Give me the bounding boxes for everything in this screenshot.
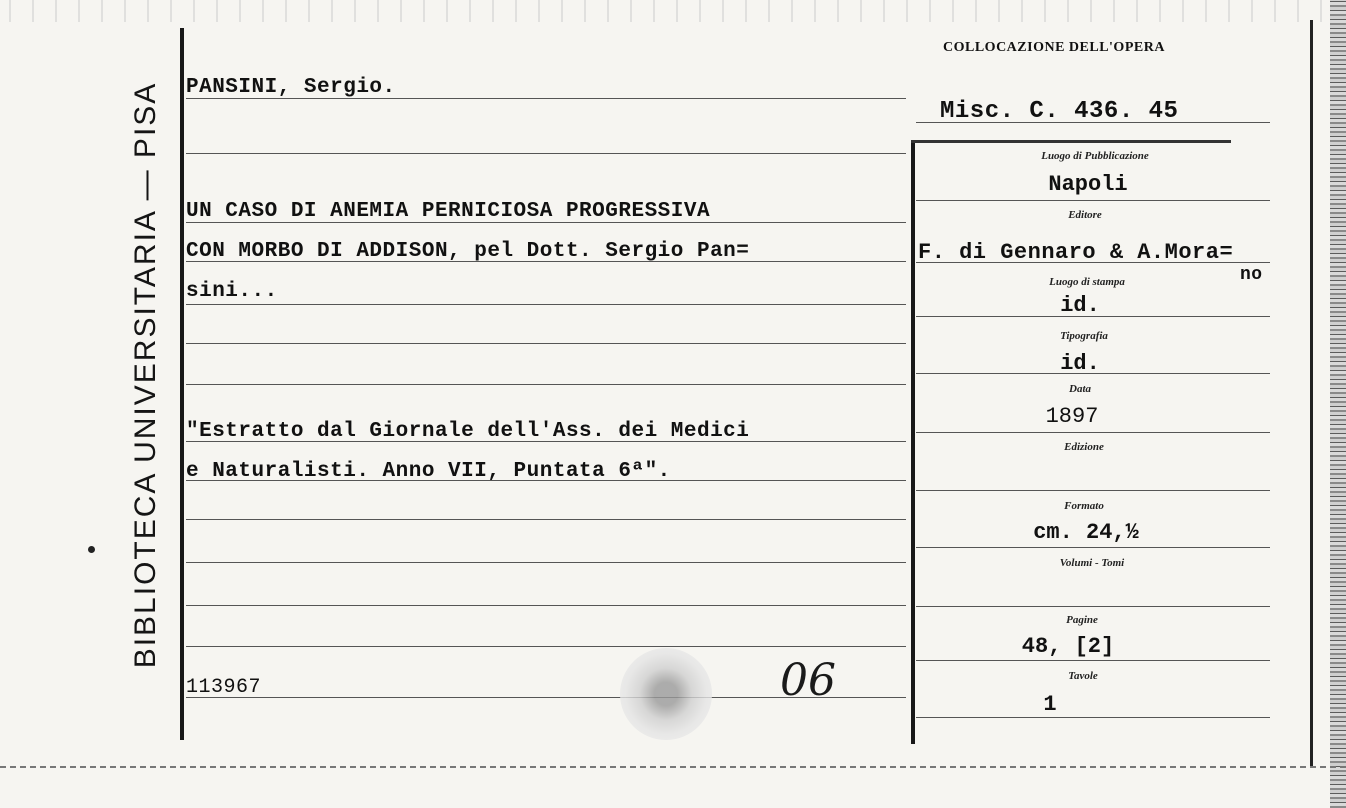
field-value: id.	[1060, 351, 1100, 376]
field-value: id.	[1060, 293, 1100, 318]
card-bottom-edge	[0, 766, 1346, 768]
field-label: Pagine	[1066, 614, 1098, 626]
title-line: CON MORBO DI ADDISON, pel Dott. Sergio Pan=	[186, 240, 750, 263]
ruled-line	[186, 343, 906, 344]
ruled-line	[916, 606, 1270, 607]
ruled-line	[916, 490, 1270, 491]
field-label: Tipografia	[1060, 330, 1108, 342]
field-label: Luogo di Pubblicazione	[1041, 150, 1149, 162]
field-value: Napoli	[1048, 172, 1128, 197]
field-value: F. di Gennaro & A.Mora=	[918, 240, 1234, 265]
right-panel-rule	[911, 140, 915, 744]
collocation-header: COLLOCAZIONE DELL'OPERA	[943, 40, 1165, 55]
title-line: sini...	[186, 280, 278, 303]
ruled-line	[916, 200, 1270, 201]
ruled-line	[186, 562, 906, 563]
field-label: Volumi - Tomi	[1059, 557, 1125, 569]
field-label: Formato	[1064, 500, 1104, 512]
field-label: Editore	[1068, 209, 1102, 221]
note-line: e Naturalisti. Anno VII, Puntata 6ª".	[186, 460, 671, 483]
field-value: cm. 24,½	[1033, 520, 1139, 545]
handwritten-mark: 06	[780, 655, 836, 706]
ruled-line	[916, 717, 1270, 718]
card-right-border	[1310, 20, 1313, 768]
left-margin-rule	[180, 28, 184, 740]
ruled-line	[186, 646, 906, 647]
field-label: Tavole	[1068, 670, 1098, 682]
field-value: 1	[1043, 692, 1057, 717]
ruled-line	[186, 519, 906, 520]
accession-number: 113967	[186, 676, 262, 699]
shelfmark: Misc. C. 436. 45	[940, 98, 1179, 125]
punch-dot	[88, 546, 95, 553]
title-line: UN CASO DI ANEMIA PERNICIOSA PROGRESSIVA	[186, 200, 711, 223]
ruled-line	[916, 547, 1270, 548]
field-label: Data	[1069, 383, 1091, 395]
author-heading: PANSINI, Sergio.	[186, 76, 396, 99]
field-value-continuation: no	[1240, 265, 1263, 285]
ruled-line	[186, 384, 906, 385]
ruled-line	[916, 432, 1270, 433]
library-stamp	[620, 648, 712, 740]
scan-noise-top	[0, 0, 1346, 22]
field-label: Luogo di stampa	[1049, 276, 1125, 288]
ruled-line	[186, 153, 906, 154]
right-panel-top-rule	[911, 140, 1231, 143]
field-value: 48, [2]	[1021, 634, 1115, 659]
library-name: BIBLIOTECA UNIVERSITARIA — PISA	[129, 81, 162, 669]
field-value: 1897	[1045, 404, 1099, 429]
field-label: Edizione	[1064, 441, 1104, 453]
ruled-line	[186, 304, 906, 305]
ruled-line	[916, 660, 1270, 661]
note-line: "Estratto dal Giornale dell'Ass. dei Medici	[186, 420, 750, 443]
ruled-line	[186, 605, 906, 606]
scan-edge-right	[1330, 0, 1346, 808]
